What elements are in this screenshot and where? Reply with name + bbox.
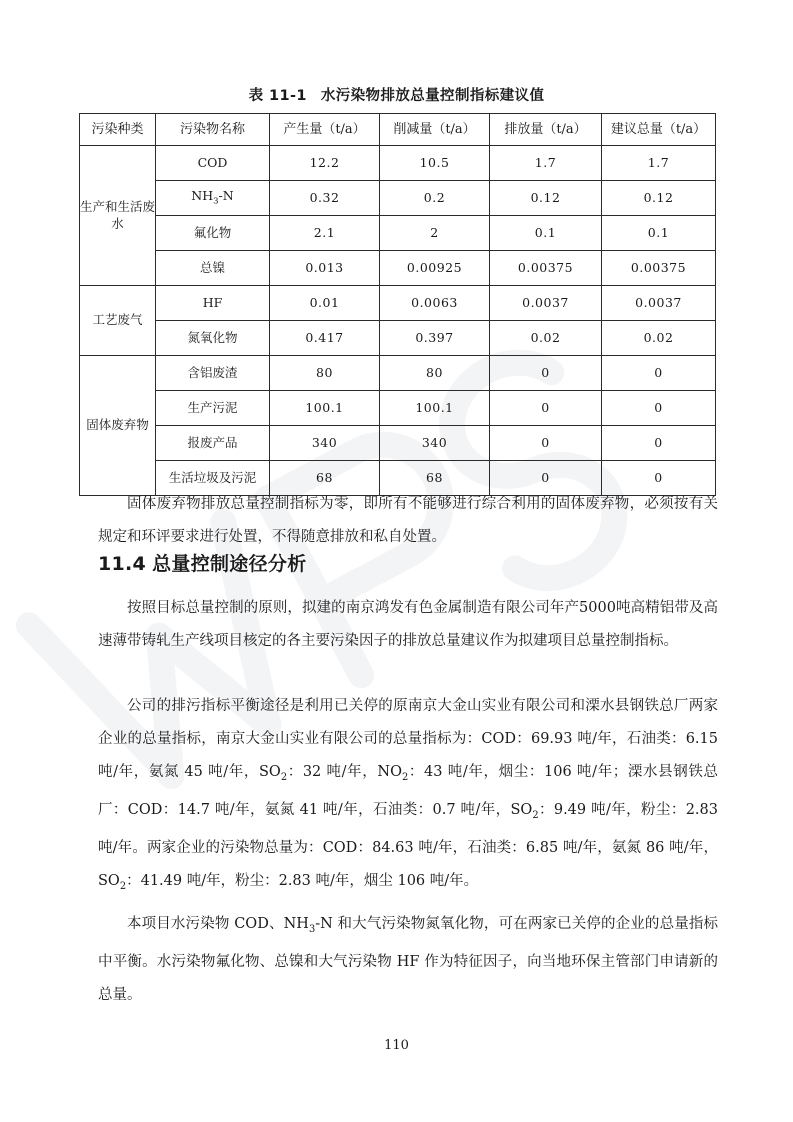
reduced-cell: 2 (380, 216, 490, 251)
no2-subscript: 2 (402, 771, 409, 783)
reduced-cell: 0.2 (380, 181, 490, 216)
table-row (80, 251, 716, 286)
generated-cell: 68 (270, 461, 380, 496)
generated-cell: 0.013 (270, 251, 380, 286)
table-row (80, 426, 716, 461)
table-caption (0, 84, 793, 105)
suggested-cell: 0 (602, 426, 716, 461)
generated-cell: 340 (270, 426, 380, 461)
suggested-cell: 0.00375 (602, 251, 716, 286)
reduced-cell: 10.5 (380, 146, 490, 181)
category-cell-solid-waste: 固体废弃物 (80, 356, 156, 496)
text-segment: 本项目水污染物 COD、NH (127, 916, 309, 932)
text-segment: -N 和大气污染物氮氧化物，可在两家已关停的企业的总量指标中平衡。水污染物氟化物、总镍和大气污染物 HF 作为特征因子，向当地环保主管部门申请新的总量。 (98, 916, 718, 1003)
suggested-cell: 0.0037 (602, 286, 716, 321)
pollutant-name-cell (156, 181, 270, 216)
table-row (80, 146, 716, 181)
text-segment: ：32 吨/年，NO (287, 764, 403, 780)
so2-subscript: 2 (532, 809, 539, 821)
column-header-suggested: 建议总量（t/a） (602, 114, 716, 146)
text-segment: 公司的排污指标平衡途径是利用已关停的原南京大金山实业有限公司和溧水县钢铁总厂两家企业的总量指标，南京大金山实业有限公司的总量指标为：COD：69.93 吨/年，石油类：6.15 吨/年，氨氮 45 吨/年，SO (98, 698, 718, 780)
table-row (80, 356, 716, 391)
generated-cell: 100.1 (270, 391, 380, 426)
discharged-cell: 0.0037 (490, 286, 602, 321)
table-row (80, 321, 716, 356)
generated-cell: 80 (270, 356, 380, 391)
paragraph-text: 固体废弃物排放总量控制指标为零，即所有不能够进行综合利用的固体废弃物，必须按有关规定和环评要求进行处置，不得随意排放和私自处置。 (98, 496, 718, 545)
discharged-cell: 0 (490, 461, 602, 496)
discharged-cell: 0 (490, 391, 602, 426)
pollutant-name-cell: 生产污泥 (156, 391, 270, 426)
discharged-cell: 1.7 (490, 146, 602, 181)
table-caption-number: 表 11-1 (248, 88, 307, 104)
discharged-cell: 0.00375 (490, 251, 602, 286)
table-caption-title: 水污染物排放总量控制指标建议值 (320, 88, 545, 104)
discharged-cell: 0.1 (490, 216, 602, 251)
table-row (80, 216, 716, 251)
generated-cell: 2.1 (270, 216, 380, 251)
suggested-cell: 0 (602, 356, 716, 391)
section-heading-11-4 (98, 547, 718, 581)
reduced-cell: 100.1 (380, 391, 490, 426)
page-number: 110 (384, 1038, 409, 1053)
so2-subscript: 2 (280, 771, 288, 783)
nh-suffix: -N (218, 188, 234, 204)
pollutant-name-cell: 报废产品 (156, 426, 270, 461)
reduced-cell: 340 (380, 426, 490, 461)
reduced-cell: 68 (380, 461, 490, 496)
discharged-cell: 0.02 (490, 321, 602, 356)
reduced-cell: 80 (380, 356, 490, 391)
category-cell-wastewater: 生产和生活废水 (80, 146, 156, 286)
heading-title: 总量控制途径分析 (152, 553, 307, 575)
column-header-generated: 产生量（t/a） (270, 114, 380, 146)
table-header-row (80, 114, 716, 146)
paragraph-solid-waste (98, 488, 718, 554)
pollutant-name-cell: 生活垃圾及污泥 (156, 461, 270, 496)
suggested-cell: 0.12 (602, 181, 716, 216)
column-header-pollutant: 污染物名称 (156, 114, 270, 146)
pollutant-control-table (79, 113, 716, 496)
pollutant-name-cell: 总镍 (156, 251, 270, 286)
paragraph-text: 按照目标总量控制的原则，拟建的南京鸿发有色金属制造有限公司年产5000吨高精铝带及高速薄带铸轧生产线项目核定的各主要污染因子的排放总量建议作为拟建项目总量控制指标。 (98, 600, 718, 649)
discharged-cell: 0 (490, 426, 602, 461)
suggested-cell: 0 (602, 461, 716, 496)
pollutant-name-cell: 含铝废渣 (156, 356, 270, 391)
table-row (80, 286, 716, 321)
suggested-cell: 0.1 (602, 216, 716, 251)
heading-number: 11.4 (98, 553, 147, 575)
generated-cell: 0.01 (270, 286, 380, 321)
text-segment: ：41.49 吨/年，粉尘：2.83 吨/年，烟尘 106 吨/年。 (126, 872, 479, 889)
pollutant-name-cell: HF (156, 286, 270, 321)
pollutant-name-cell: 氮氧化物 (156, 321, 270, 356)
paragraph-total-control (98, 592, 718, 658)
text-segment: ：43 吨/年，烟尘：106 吨/年；溧水县钢铁总厂：COD：14.7 吨/年，氨氮 41 吨/年，石油类：0.7 吨/年，SO (98, 764, 718, 818)
paragraph-text (98, 690, 718, 903)
suggested-cell: 0.02 (602, 321, 716, 356)
generated-cell: 0.417 (270, 321, 380, 356)
nh-subscript: 3 (213, 196, 219, 207)
table-row (80, 181, 716, 216)
column-header-reduced: 削减量（t/a） (380, 114, 490, 146)
column-header-discharged: 排放量（t/a） (490, 114, 602, 146)
pollutant-name-cell: COD (156, 146, 270, 181)
suggested-cell: 0 (602, 391, 716, 426)
nh-prefix: NH (191, 188, 214, 204)
suggested-cell: 1.7 (602, 146, 716, 181)
reduced-cell: 0.397 (380, 321, 490, 356)
pollutant-name-cell: 氟化物 (156, 216, 270, 251)
paragraph-text (98, 908, 718, 1012)
table-row (80, 391, 716, 426)
discharged-cell: 0 (490, 356, 602, 391)
generated-cell: 12.2 (270, 146, 380, 181)
so2-subscript: 2 (119, 880, 127, 892)
discharged-cell: 0.12 (490, 181, 602, 216)
reduced-cell: 0.00925 (380, 251, 490, 286)
text-segment: ：9.49 吨/年，粉尘：2.83 吨/年。两家企业的污染物总量为：COD：84.63 吨/年，石油类：6.85 吨/年，氨氮 86 吨/年，SO (98, 801, 718, 889)
category-cell-process-gas: 工艺废气 (80, 286, 156, 356)
column-header-category: 污染种类 (80, 114, 156, 146)
reduced-cell: 0.0063 (380, 286, 490, 321)
nh3-subscript: 3 (308, 923, 316, 935)
generated-cell: 0.32 (270, 181, 380, 216)
paragraph-balance-path (98, 690, 718, 903)
paragraph-project-balance (98, 908, 718, 1012)
